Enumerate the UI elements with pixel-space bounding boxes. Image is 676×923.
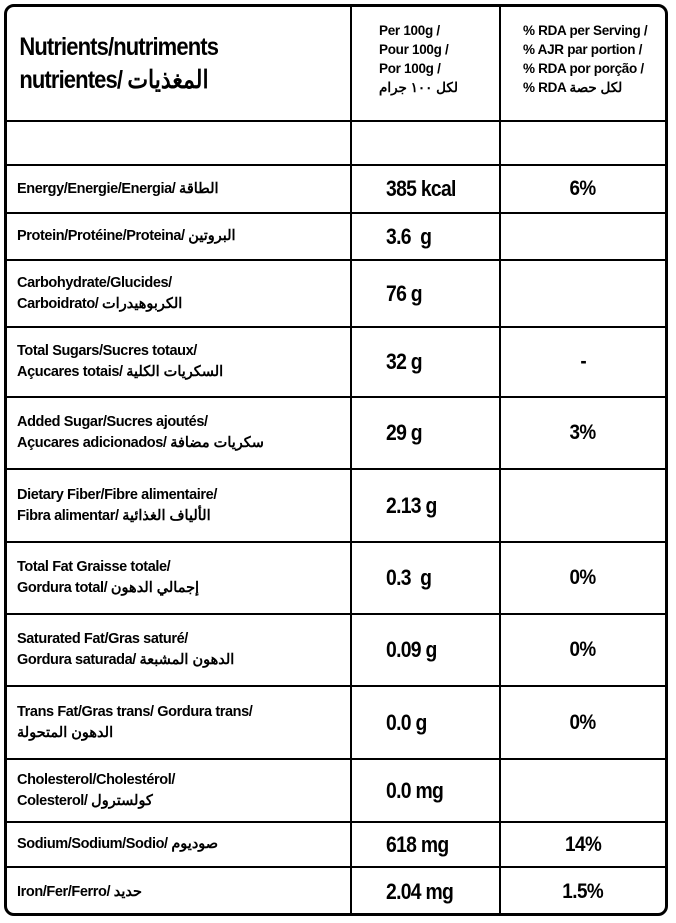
per-100g-value: 0.09 g — [386, 637, 437, 662]
per-100g-value: 0.3 g — [386, 565, 432, 590]
nutrient-name-line: Dietary Fiber/Fibre alimentaire/ — [17, 486, 217, 503]
nutrient-row — [7, 543, 665, 615]
blank-row — [7, 122, 665, 166]
nutrient-name-cell — [7, 687, 350, 758]
nutrient-name-line: Carboidrato/ الكربوهيدرات — [17, 295, 183, 312]
nutrient-name-line: Colesterol/ كولسترول — [17, 792, 153, 809]
nutrient-row — [7, 398, 665, 470]
rda-value: 14% — [564, 832, 602, 856]
nutrient-name-line: Saturated Fat/Gras saturé/ — [17, 631, 188, 647]
nutrient-name-cell — [7, 760, 350, 821]
per-100g-cell — [352, 615, 499, 685]
nutrient-row — [7, 823, 665, 868]
nutrient-row — [7, 615, 665, 687]
header-title-cell — [7, 7, 350, 120]
rda-cell — [501, 470, 665, 541]
nutrient-name-line: Total Sugars/Sucres totaux/ — [17, 343, 197, 359]
per-100g-value: 29 g — [386, 420, 422, 445]
per-header-line: Per 100g / — [379, 23, 440, 38]
nutrient-name-line: Gordura saturada/ الدهون المشبعة — [17, 652, 235, 668]
rda-header-line: % RDA per Serving / — [523, 23, 648, 38]
table-title — [7, 31, 218, 97]
nutrient-row — [7, 470, 665, 543]
nutrient-name-line: Carbohydrate/Glucides/ — [17, 274, 172, 291]
nutrient-name-line: Cholesterol/Cholestérol/ — [17, 771, 175, 788]
rda-header-line: % RDA لكل حصة — [523, 80, 623, 95]
per-100g-cell — [352, 166, 499, 212]
rda-cell — [501, 166, 665, 212]
per-header-line: لكل ١٠٠ جرام — [379, 80, 458, 95]
per-100g-cell — [352, 470, 499, 541]
rda-cell — [501, 328, 665, 396]
per-100g-cell — [352, 687, 499, 758]
rda-header-line: % RDA por porção / — [523, 61, 644, 76]
rda-value: - — [580, 350, 586, 373]
nutrient-name-line: Total Fat Graisse totale/ — [17, 559, 171, 575]
nutrient-name — [17, 273, 182, 315]
per-100g-header — [379, 21, 458, 97]
nutrient-name-cell — [7, 823, 350, 866]
nutrient-name — [17, 179, 219, 200]
per-100g-value: 385 kcal — [386, 176, 456, 201]
nutrient-name-cell — [7, 328, 350, 396]
nutrient-name-line: Energy/Energie/Energia/ الطاقة — [17, 180, 219, 197]
rda-cell — [501, 261, 665, 326]
nutrient-name — [17, 485, 217, 527]
title-line: Nutrients/nutriments — [19, 32, 219, 61]
nutrient-row — [7, 687, 665, 760]
nutrient-row — [7, 868, 665, 916]
nutrient-name-cell — [7, 543, 350, 613]
rda-value: 3% — [569, 421, 597, 444]
per-100g-value: 0.0 mg — [386, 777, 444, 803]
rda-cell — [501, 687, 665, 758]
rda-cell — [501, 760, 665, 821]
nutrient-name-line: Iron/Fer/Ferro/ حديد — [17, 883, 142, 900]
nutrient-name — [17, 882, 142, 903]
nutrient-row — [7, 166, 665, 214]
rda-cell — [501, 214, 665, 259]
nutrient-name — [17, 557, 199, 599]
per-100g-value: 76 g — [386, 280, 422, 306]
rda-header — [523, 21, 647, 97]
nutrient-name — [17, 412, 264, 454]
nutrient-name-line: Fibra alimentar/ الألياف الغذائية — [17, 507, 211, 524]
rda-value: 6% — [569, 177, 597, 200]
nutrient-name-line: الدهون المتحولة — [17, 724, 114, 741]
nutrient-name-cell — [7, 868, 350, 916]
nutrient-name-line: Açucares totais/ السكريات الكلية — [17, 364, 224, 380]
rda-value: 0% — [569, 710, 597, 734]
rda-value: 0% — [569, 638, 597, 661]
per-100g-cell — [352, 214, 499, 259]
nutrient-name-cell — [7, 261, 350, 326]
rda-cell — [501, 398, 665, 468]
per-100g-cell — [352, 543, 499, 613]
title-line: nutrientes/ المغذيات — [19, 65, 209, 94]
nutrient-name-line: Trans Fat/Gras trans/ Gordura trans/ — [17, 703, 253, 720]
per-100g-value: 32 g — [386, 349, 422, 374]
per-header-line: Pour 100g / — [379, 42, 449, 57]
nutrient-name-cell — [7, 398, 350, 468]
nutrient-name-line: Added Sugar/Sucres ajoutés/ — [17, 414, 208, 430]
nutrient-name — [17, 629, 234, 671]
nutrition-table — [4, 4, 668, 916]
nutrient-name — [17, 702, 252, 744]
nutrient-name-cell — [7, 470, 350, 541]
nutrient-name — [17, 834, 218, 855]
per-100g-value: 3.6 g — [386, 223, 432, 249]
nutrient-name-cell — [7, 166, 350, 212]
nutrient-name — [17, 341, 223, 383]
rda-value: 0% — [569, 566, 597, 589]
rda-cell — [501, 868, 665, 916]
rda-cell — [501, 543, 665, 613]
nutrient-name-cell — [7, 214, 350, 259]
nutrient-name-line: Açucares adicionados/ سكريات مضافة — [17, 435, 264, 451]
nutrient-name — [17, 770, 175, 812]
nutrient-name-line: Protein/Protéine/Proteina/ البروتين — [17, 228, 236, 244]
rda-value: 1.5% — [562, 880, 604, 903]
per-100g-cell — [352, 760, 499, 821]
per-100g-value: 0.0 g — [386, 709, 427, 735]
nutrient-row — [7, 760, 665, 823]
per-100g-cell — [352, 398, 499, 468]
per-100g-cell — [352, 868, 499, 916]
nutrient-name-line: Gordura total/ إجمالي الدهون — [17, 580, 200, 596]
rda-cell — [501, 615, 665, 685]
nutrient-row — [7, 261, 665, 328]
per-100g-value: 2.13 g — [386, 492, 437, 518]
rda-header-line: % AJR par portion / — [523, 42, 643, 57]
per-100g-cell — [352, 261, 499, 326]
nutrient-name — [17, 226, 236, 247]
nutrient-row — [7, 214, 665, 261]
nutrient-name-line: Sodium/Sodium/Sodio/ صوديوم — [17, 836, 219, 852]
rda-cell — [501, 823, 665, 866]
per-100g-value: 2.04 mg — [386, 879, 454, 904]
header-row — [7, 7, 665, 122]
nutrient-row — [7, 328, 665, 398]
per-100g-cell — [352, 823, 499, 866]
per-100g-value: 618 mg — [386, 831, 449, 857]
nutrient-name-cell — [7, 615, 350, 685]
per-100g-cell — [352, 328, 499, 396]
per-header-line: Por 100g / — [379, 61, 441, 76]
